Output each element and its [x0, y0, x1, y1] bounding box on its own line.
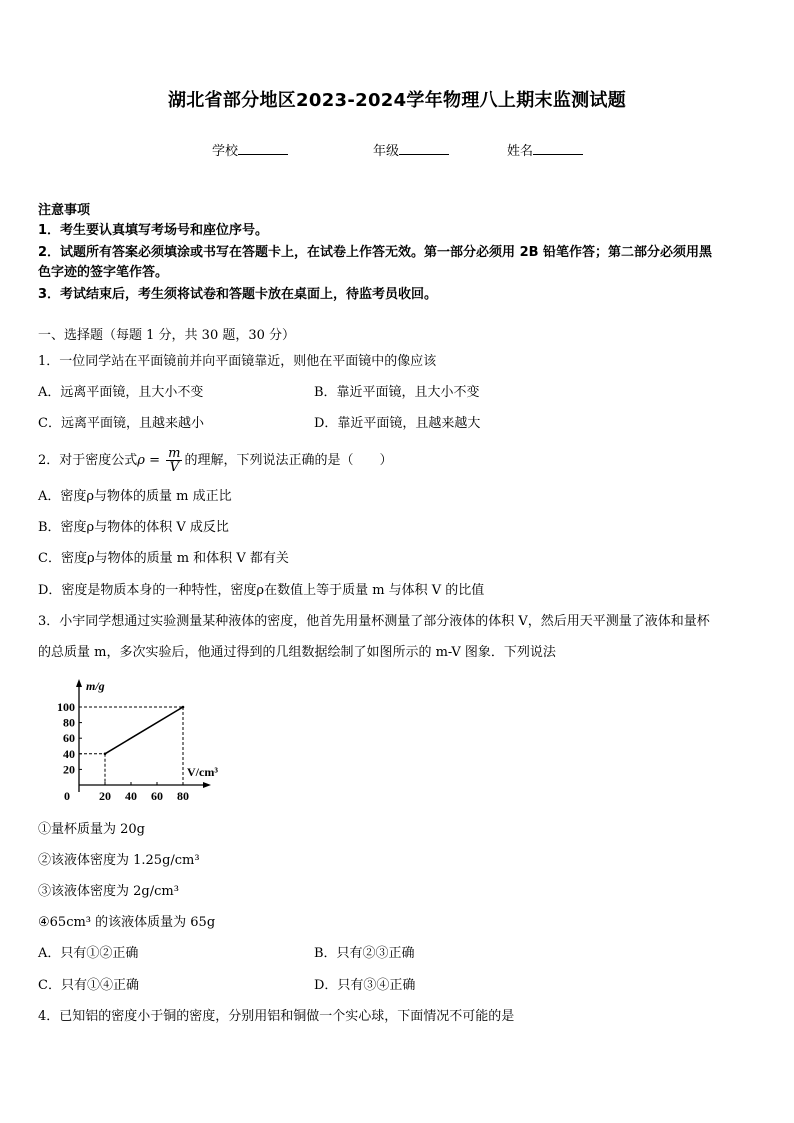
x-axis-arrow: [203, 782, 211, 788]
question-1-option-c: C．远离平面镜，且越来越小: [38, 416, 204, 431]
question-2-stem: [38, 446, 392, 476]
origin-label: 0: [64, 789, 70, 803]
grade-field: [373, 140, 449, 159]
school-blank[interactable]: [238, 140, 288, 155]
school-label: 学校: [212, 144, 239, 159]
data-point: [104, 753, 107, 756]
question-3-option-d: D．只有③④正确: [314, 978, 416, 993]
x-tick-label: 80: [177, 789, 189, 803]
question-2-option-b: B．密度ρ与物体的体积 V 成反比: [38, 520, 229, 535]
y-tick-label: 60: [63, 731, 75, 746]
x-tick-label: 40: [125, 789, 137, 803]
question-3-statement-2: ②该液体密度为 1.25g/cm³: [38, 853, 200, 868]
question-3-statement-4: ④65cm³ 的该液体质量为 65g: [38, 915, 216, 930]
rho-symbol: ρ: [137, 453, 145, 468]
section-heading: 一、选择题（每题 1 分，共 30 题，30 分）: [38, 328, 296, 343]
question-1-option-b: B．靠近平面镜，且大小不变: [314, 385, 480, 400]
fraction-numerator: m: [168, 446, 181, 461]
m-v-chart: [50, 676, 230, 806]
q2-stem-before: 2．对于密度公式: [38, 453, 138, 468]
y-axis-arrow: [76, 679, 82, 687]
series-line: [105, 707, 183, 754]
question-1-option-d: D．靠近平面镜，且越来越大: [314, 416, 481, 431]
question-2-option-c: C．密度ρ与物体的质量 m 和体积 V 都有关: [38, 551, 289, 566]
question-3-stem-line2: 的总质量 m，多次实验后，他通过得到的几组数据绘制了如图所示的 m-V 图象．下列说法: [38, 645, 556, 660]
notice-item: 2．试题所有答案必须填涂或书写在答题卡上，在试卷上作答无效。第一部分必须用 2B 铅笔作答；第二部分必须用黑: [38, 245, 713, 260]
notice-item: 3．考试结束后，考生须将试卷和答题卡放在桌面上，待监考员收回。: [38, 287, 438, 302]
name-field: [507, 140, 583, 159]
question-3-option-c: C．只有①④正确: [38, 978, 139, 993]
x-axis-label: V/cm³: [187, 765, 218, 779]
grade-label: 年级: [373, 144, 400, 159]
question-4-stem: 4．已知铝的密度小于铜的密度，分别用铝和铜做一个实心球，下面情况不可能的是: [38, 1009, 515, 1024]
grade-blank[interactable]: [399, 140, 449, 155]
y-tick-label: 20: [63, 762, 75, 777]
density-fraction: [166, 447, 182, 474]
name-label: 姓名: [507, 144, 534, 159]
fraction-denominator: V: [169, 460, 179, 475]
school-field: [212, 140, 288, 159]
data-point: [182, 706, 185, 709]
q2-stem-after: 的理解，下列说法正确的是（ ）: [184, 453, 393, 468]
exam-title: 湖北省部分地区2023-2024学年物理八上期末监测试题: [167, 90, 627, 111]
question-3-statement-1: ①量杯质量为 20g: [38, 822, 145, 837]
y-tick-label: 80: [63, 715, 75, 730]
question-3-stem-line1: 3．小宇同学想通过实验测量某种液体的密度，他首先用量杯测量了部分液体的体积 V，然后用天平测量了液体和量杯: [38, 614, 710, 629]
question-3-option-a: A．只有①②正确: [38, 946, 139, 961]
name-blank[interactable]: [533, 140, 583, 155]
question-2-option-d: D．密度是物质本身的一种特性，密度ρ在数值上等于质量 m 与体积 V 的比值: [38, 583, 485, 598]
x-tick-label: 60: [151, 789, 163, 803]
y-axis-label: m/g: [86, 679, 105, 693]
y-tick-label: 40: [63, 746, 75, 761]
notice-item: 1．考生要认真填写考场号和座位序号。: [38, 223, 269, 238]
question-2-option-a: A．密度ρ与物体的质量 m 成正比: [38, 489, 232, 504]
question-1-stem: 1．一位同学站在平面镜前并向平面镜靠近，则他在平面镜中的像应该: [38, 354, 437, 369]
x-tick-label: 20: [99, 789, 111, 803]
notice-item: 色字迹的签字笔作答。: [38, 265, 169, 280]
question-3-option-b: B．只有②③正确: [314, 946, 415, 961]
question-3-statement-3: ③该液体密度为 2g/cm³: [38, 884, 179, 899]
equals-sign: =: [144, 453, 165, 468]
notice-heading: 注意事项: [38, 203, 91, 218]
question-1-option-a: A．远离平面镜，且大小不变: [38, 385, 204, 400]
y-tick-label: 100: [57, 700, 75, 714]
